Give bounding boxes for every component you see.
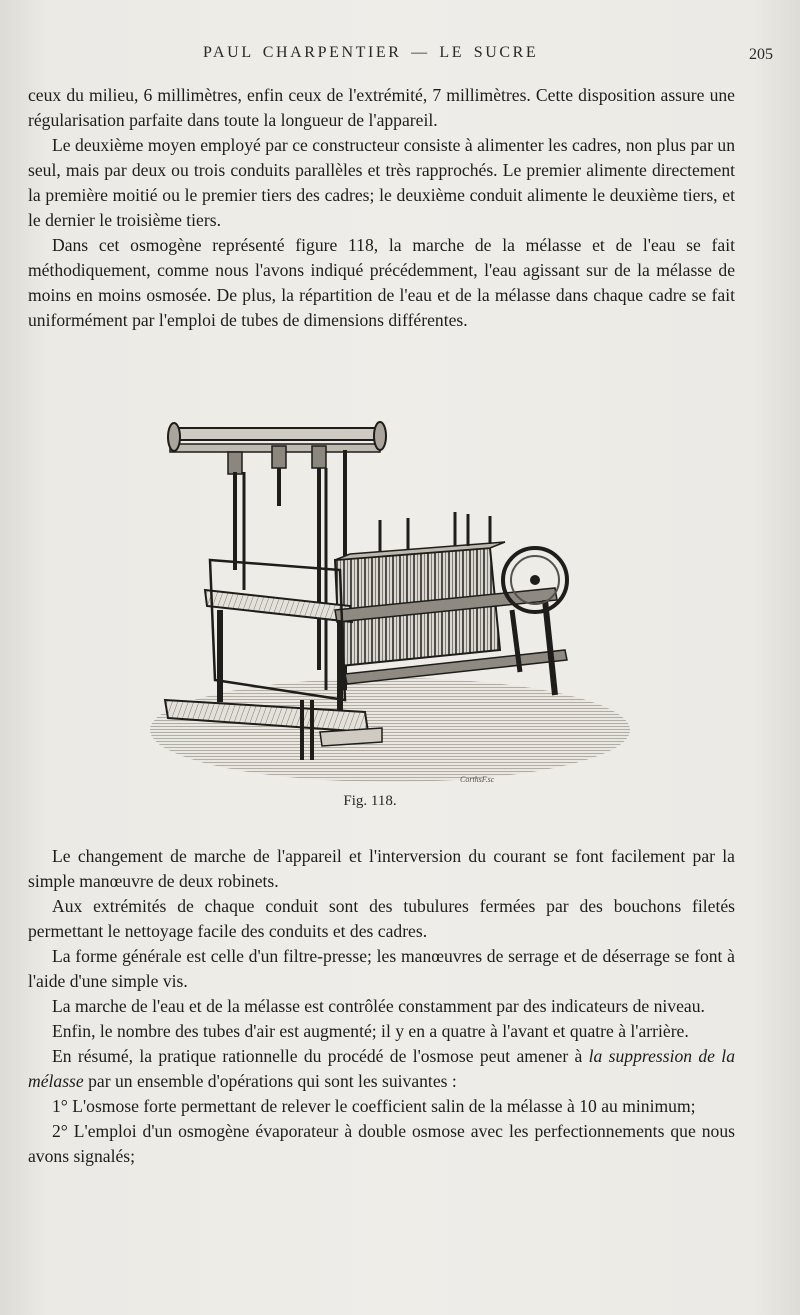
page-header xyxy=(0,44,800,68)
paragraph: Le changement de marche de l'appareil et l'interversion du courant se font facilement par la simple manœuvre de deux robinets. xyxy=(28,846,735,891)
paragraph: Enfin, le nombre des tubes d'air est augmenté; il y en a quatre à l'avant et quatre à l'arrière. xyxy=(52,1021,689,1041)
paragraph: Le deuxième moyen employé par ce constructeur consiste à alimenter les cadres, non plus par un seul, mais par deux ou trois conduits parallèles et très rapprochés. Le premier alimente directement la première moitié ou le premier tiers des cadres; le deuxième conduit alimente le deuxième tiers, et le dernier le troisième tiers. xyxy=(28,135,735,230)
figure-118-illustration xyxy=(140,410,630,790)
running-head: PAUL CHARPENTIER — LE SUCRE xyxy=(203,44,539,61)
list-item: 1° L'osmose forte permettant de relever le coefficient salin de la mélasse à 10 au minimum; xyxy=(52,1096,696,1116)
summary-paragraph xyxy=(28,1044,735,1094)
summary-text-after: par un ensemble d'opérations qui sont les suivantes : xyxy=(83,1071,457,1091)
paragraph: ceux du milieu, 6 millimètres, enfin ceux de l'extrémité, 7 millimètres. Cette disposition assure une régularisation parfaite dans toute la longueur de l'appareil. xyxy=(28,85,735,130)
page-number: 205 xyxy=(749,46,773,63)
engraver-signature: CorthsF.sc xyxy=(460,775,495,784)
list-item: 2° L'emploi d'un osmogène évaporateur à double osmose avec les perfectionnements que nous avons signalés; xyxy=(28,1121,735,1166)
figure-caption: Fig. 118. xyxy=(343,793,397,809)
osmogene-engraving-icon xyxy=(140,410,630,790)
summary-emphasis: la suppression de la mélasse xyxy=(28,1046,735,1091)
text-block-top xyxy=(28,83,735,333)
text-block-bottom xyxy=(28,844,735,1169)
paragraph: La forme générale est celle d'un filtre-presse; les manœuvres de serrage et de déserrage se font à l'aide d'une simple vis. xyxy=(28,946,735,991)
summary-text-before: En résumé, la pratique rationnelle du procédé de l'osmose peut amener à xyxy=(52,1046,589,1066)
paragraph: Dans cet osmogène représenté figure 118, la marche de la mélasse et de l'eau se fait méthodiquement, comme nous l'avons indiqué précédemment, l'eau agissant sur de la mélasse de moins en moins osmosée. De plus, la répartition de l'eau et de la mélasse dans chaque cadre se fait uniformément par l'emploi de tubes de dimensions différentes. xyxy=(28,235,735,330)
paragraph: La marche de l'eau et de la mélasse est contrôlée constamment par des indicateurs de niveau. xyxy=(52,996,705,1016)
paragraph: Aux extrémités de chaque conduit sont des tubulures fermées par des bouchons filetés permettant le nettoyage facile des conduits et des cadres. xyxy=(28,896,735,941)
